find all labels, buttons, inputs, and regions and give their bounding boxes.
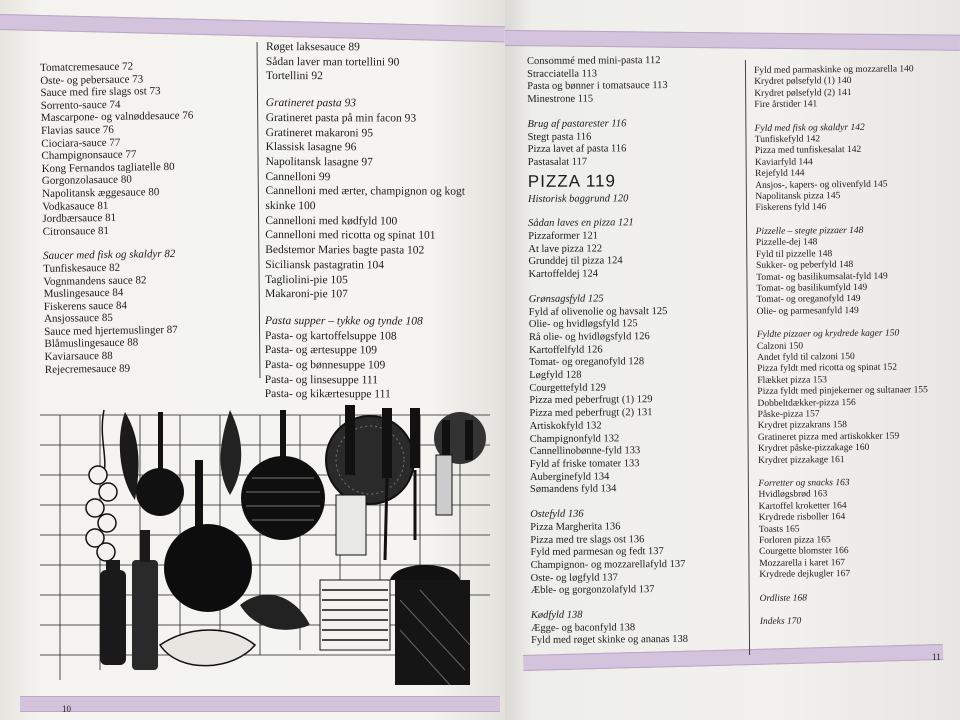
index-entry: Fyld med parmaskinke og mozzarella 140 (754, 64, 914, 76)
index-entry: Sukker- og peberfyld 148 (756, 260, 854, 272)
index-entry: Napolitansk lasagne 97 (265, 155, 373, 169)
index-entry: Gorgonzolasauce 80 (41, 173, 132, 188)
index-entry: Pizza Margherita 136 (530, 521, 621, 533)
grill-pan-icon (241, 410, 325, 540)
index-entry: Minestrone 115 (527, 93, 594, 106)
section-heading: Saucer med fisk og skaldyr 82 (42, 248, 176, 263)
index-entry: Napolitansk pizza 145 (755, 191, 841, 203)
index-entry: Cannellinobønne-fyld 133 (529, 445, 641, 458)
spacer (266, 84, 466, 97)
index-entry: Sorrento-sauce 74 (40, 98, 121, 112)
column-divider (257, 42, 261, 378)
index-entry: Calzoni 150 (756, 341, 804, 352)
kitchen-illustration (40, 400, 500, 700)
index-entry: Rejefyld 144 (755, 168, 805, 180)
index-entry: Sauce med fire slags ost 73 (40, 85, 161, 100)
index-entry: Kartoffeldej 124 (528, 268, 599, 281)
index-entry: Tunfiskefyld 142 (754, 134, 821, 146)
index-entry: Kong Fernandos tagliatelle 80 (41, 160, 175, 175)
index-entry: Cannelloni 99 (265, 170, 331, 183)
index-entry: Pasta- og kartoffelsuppe 108 (264, 329, 397, 343)
index-entry: Pizzelle-dej 148 (755, 237, 818, 249)
index-entry: Løgfyld 128 (529, 369, 582, 382)
index-entry: Tomat- og basilikumfyld 149 (756, 282, 868, 294)
index-entry: Pizza med peberfrugt (2) 131 (529, 407, 653, 420)
index-entry: Pasta- og bønnesuppe 109 (264, 359, 386, 372)
index-entry: Pizza fyldt med ricotta og spinat 152 (757, 362, 898, 375)
index-entry: Cannelloni med ricotta og spinat 101 (265, 229, 436, 243)
index-entry: Stegt pasta 116 (527, 131, 592, 143)
index-entry: Champignon- og mozzarellafyld 137 (530, 558, 686, 571)
index-entry: Tortellini 92 (265, 70, 323, 83)
index-entry: Fiskerens sauce 84 (43, 299, 128, 313)
section-title: PIZZA 119 (527, 171, 617, 191)
index-column-2 (265, 40, 466, 403)
index-entry: Blåmuslingesauce 88 (44, 336, 139, 351)
index-entry: Sauce med hjertemuslinger 87 (44, 323, 178, 338)
index-entry: At lave pizza 122 (528, 243, 603, 255)
index-entry: Ciociara-sauce 77 (41, 136, 121, 150)
garlic-braid-icon (86, 410, 117, 561)
column-divider (745, 60, 750, 655)
section-heading: Gratineret pasta 93 (265, 97, 357, 110)
section-heading: Ordliste 168 (759, 593, 808, 604)
index-entry: Fyld med parmesan og fedt 137 (530, 546, 664, 559)
index-entry: Bedstemor Maries bagte pasta 102 (265, 244, 425, 257)
index-entry: Klassisk lasagne 96 (265, 141, 357, 154)
section-heading: Ostefyld 136 (530, 508, 584, 521)
index-entry: Tomat- og oreganofyld 128 (529, 356, 645, 369)
index-entry: Sådan laver man tortellini 90 (265, 55, 400, 69)
index-entry: Rejecremesauce 89 (44, 362, 131, 376)
index-entry: Artiskokfyld 132 (529, 420, 602, 432)
spacer (529, 281, 686, 294)
index-column-3 (527, 55, 688, 648)
index-entry: Fire årstider 141 (754, 99, 818, 111)
index-entry: Flækket pizza 153 (757, 375, 828, 386)
index-entry: Gratineret makaroni 95 (265, 126, 373, 139)
index-entry: Ansjossauce 85 (43, 312, 113, 326)
index-entry: Courgette blomster 166 (759, 546, 849, 558)
index-entry: Pasta- og linsesuppe 111 (264, 373, 379, 387)
index-entry: Mascarpone- og valnøddesauce 76 (40, 109, 194, 125)
index-entry: Pastasalat 117 (527, 156, 588, 168)
index-entry: Krydret påske-pizzakage 160 (757, 443, 870, 455)
section-heading: Historisk baggrund 120 (527, 192, 629, 205)
index-entry: Champignonfyld 132 (529, 432, 620, 445)
index-entry: Krydrede risboller 164 (758, 512, 846, 524)
index-entry: Tomatcremesauce 72 (40, 60, 134, 74)
index-entry: Pizza fyldt med pinjekerner og sultanaer 155 (757, 385, 928, 398)
index-entry: Fyld af friske tomater 133 (529, 458, 640, 470)
index-entry: Grunddej til pizza 124 (528, 255, 623, 268)
index-entry: Toasts 165 (758, 524, 800, 535)
spacer (527, 106, 684, 119)
index-entry: Pizzaformer 121 (528, 230, 598, 243)
cooking-pot-icon (320, 565, 470, 685)
index-entry: Andet fyld til calzoni 150 (757, 351, 855, 363)
index-entry: Stracciatella 113 (527, 68, 598, 80)
index-entry: Kaviarsauce 88 (44, 349, 113, 364)
index-entry: Cannelloni med ærter, champignon og kogt (265, 185, 465, 199)
index-entry: Pasta og bønner i tomatsauce 113 (527, 80, 668, 93)
index-entry: Sømandens fyld 134 (529, 483, 617, 496)
index-entry: Pizza med peberfrugt (1) 129 (529, 394, 653, 407)
index-entry: Courgettefyld 129 (529, 382, 606, 394)
index-entry: Krydret pizzakrans 158 (757, 420, 847, 432)
index-entry: Fyld af olivenolie og havsalt 125 (528, 305, 668, 318)
index-entry: Fyld til pizzelle 148 (755, 248, 833, 260)
index-entry: Fiskerens fyld 146 (755, 202, 827, 214)
index-entry: Forloren pizza 165 (758, 535, 831, 547)
index-entry: Tunfiskesauce 82 (43, 261, 121, 275)
index-entry: Røget laksesauce 89 (265, 40, 360, 54)
index-entry: Ansjos-, kapers- og olivenfyld 145 (755, 179, 888, 191)
index-column-1 (40, 60, 197, 377)
index-entry: Kartoffelfyld 126 (529, 344, 603, 356)
index-entry: Flavias sauce 76 (40, 123, 114, 137)
spacer (528, 205, 685, 218)
index-entry: Fyld med røget skinke og ananas 138 (531, 634, 689, 647)
index-entry: Muslingesauce 84 (43, 286, 124, 301)
index-entry: Æble- og gorgonzolafyld 137 (530, 584, 655, 597)
index-entry: Auberginefyld 134 (529, 471, 610, 483)
section-heading: Forretter og snacks 163 (758, 478, 850, 489)
page-number: 10 (62, 704, 71, 714)
index-entry: Olie- og hvidløgsfyld 125 (528, 318, 638, 331)
spacer (531, 597, 688, 610)
index-entry: Pasta- og kikærtesuppe 111 (264, 388, 391, 401)
page-number: 11 (932, 652, 941, 662)
index-entry: Siciliansk pastagratin 104 (265, 258, 385, 272)
bottom-color-band (523, 644, 943, 671)
hanging-pan-icon (136, 412, 184, 516)
index-entry: Gratineret pasta på min facon 93 (265, 111, 417, 125)
index-entry: skinke 100 (265, 200, 316, 213)
index-entry: Oste- og løgfyld 137 (530, 571, 618, 584)
index-column-4 (754, 64, 930, 628)
herb-bundle-icon (221, 410, 242, 495)
index-entry: Krydret pølsefyld (1) 140 (754, 76, 852, 88)
index-entry: Krydret pølsefyld (2) 141 (754, 87, 852, 99)
section-heading: Indeks 170 (759, 616, 802, 628)
section-heading: Brug af pastarester 116 (527, 118, 627, 130)
spacer (530, 496, 687, 509)
section-heading: Fyld med fisk og skaldyr 142 (754, 122, 865, 134)
index-entry: Oste- og pebersauce 73 (40, 72, 144, 87)
index-entry: Vodkasauce 81 (42, 199, 109, 213)
index-entry: Citronsauce 81 (42, 224, 110, 238)
index-entry: Tagliolini-pie 105 (265, 273, 348, 286)
index-entry: Olie- og parmesanfyld 149 (756, 305, 859, 317)
index-entry: Dobbeltdækker-pizza 156 (757, 397, 856, 409)
index-entry: Pasta- og ærtesuppe 109 (264, 344, 378, 357)
index-entry: Vognmandens sauce 82 (43, 273, 147, 288)
index-entry: Jordbærsauce 81 (42, 211, 117, 226)
index-entry: Rå olie- og hvidløgsfyld 126 (528, 331, 650, 343)
herb-leaves-icon (120, 412, 139, 500)
right-page (505, 0, 960, 720)
top-color-band (505, 30, 960, 51)
section-heading: Pizzelle – stegte pizzaer 148 (755, 225, 864, 237)
index-entry: Kaviarfyld 144 (754, 157, 813, 168)
index-entry: Krydret pizzakage 161 (758, 454, 845, 466)
section-heading: Pasta supper – tykke og tynde 108 (264, 314, 423, 328)
index-entry: Napolitansk æggesauce 80 (41, 186, 160, 200)
index-entry: Pizza med tre slags ost 136 (530, 533, 645, 546)
index-entry: Kartoffel kroketter 164 (758, 500, 847, 512)
index-entry: Pizza lavet af pasta 116 (527, 143, 627, 156)
index-entry: Champignonsauce 77 (41, 148, 137, 163)
index-entry: Gratineret pizza med artiskokker 159 (757, 431, 900, 443)
index-entry: Krydrede dejkugler 167 (759, 569, 851, 581)
index-entry: Pizza med tunfiskesalat 142 (754, 145, 862, 157)
index-entry: Mozzarella i karet 167 (759, 557, 845, 569)
index-entry: Tomat- og basilikumsalat-fyld 149 (756, 271, 888, 283)
index-entry: Ægge- og baconfyld 138 (530, 621, 636, 634)
section-heading: Kødfyld 138 (530, 609, 583, 622)
index-entry: Tomat- og oreganofyld 149 (756, 294, 861, 306)
colander-icon (326, 416, 414, 504)
index-entry: Consommé med mini-pasta 112 (527, 55, 661, 67)
section-heading: Fyldte pizzaer og krydrede kager 150 (756, 328, 900, 341)
spacer (265, 302, 465, 315)
index-entry: Påske-pizza 157 (757, 409, 820, 420)
section-heading: Grønsagsfyld 125 (528, 293, 604, 305)
top-color-band (0, 14, 505, 42)
index-entry: Hvidløgsbrød 163 (758, 489, 828, 501)
section-heading: Sådan laves en pizza 121 (528, 217, 634, 230)
index-entry: Cannelloni med kødfyld 100 (265, 214, 398, 228)
index-entry: Makaroni-pie 107 (265, 288, 348, 301)
